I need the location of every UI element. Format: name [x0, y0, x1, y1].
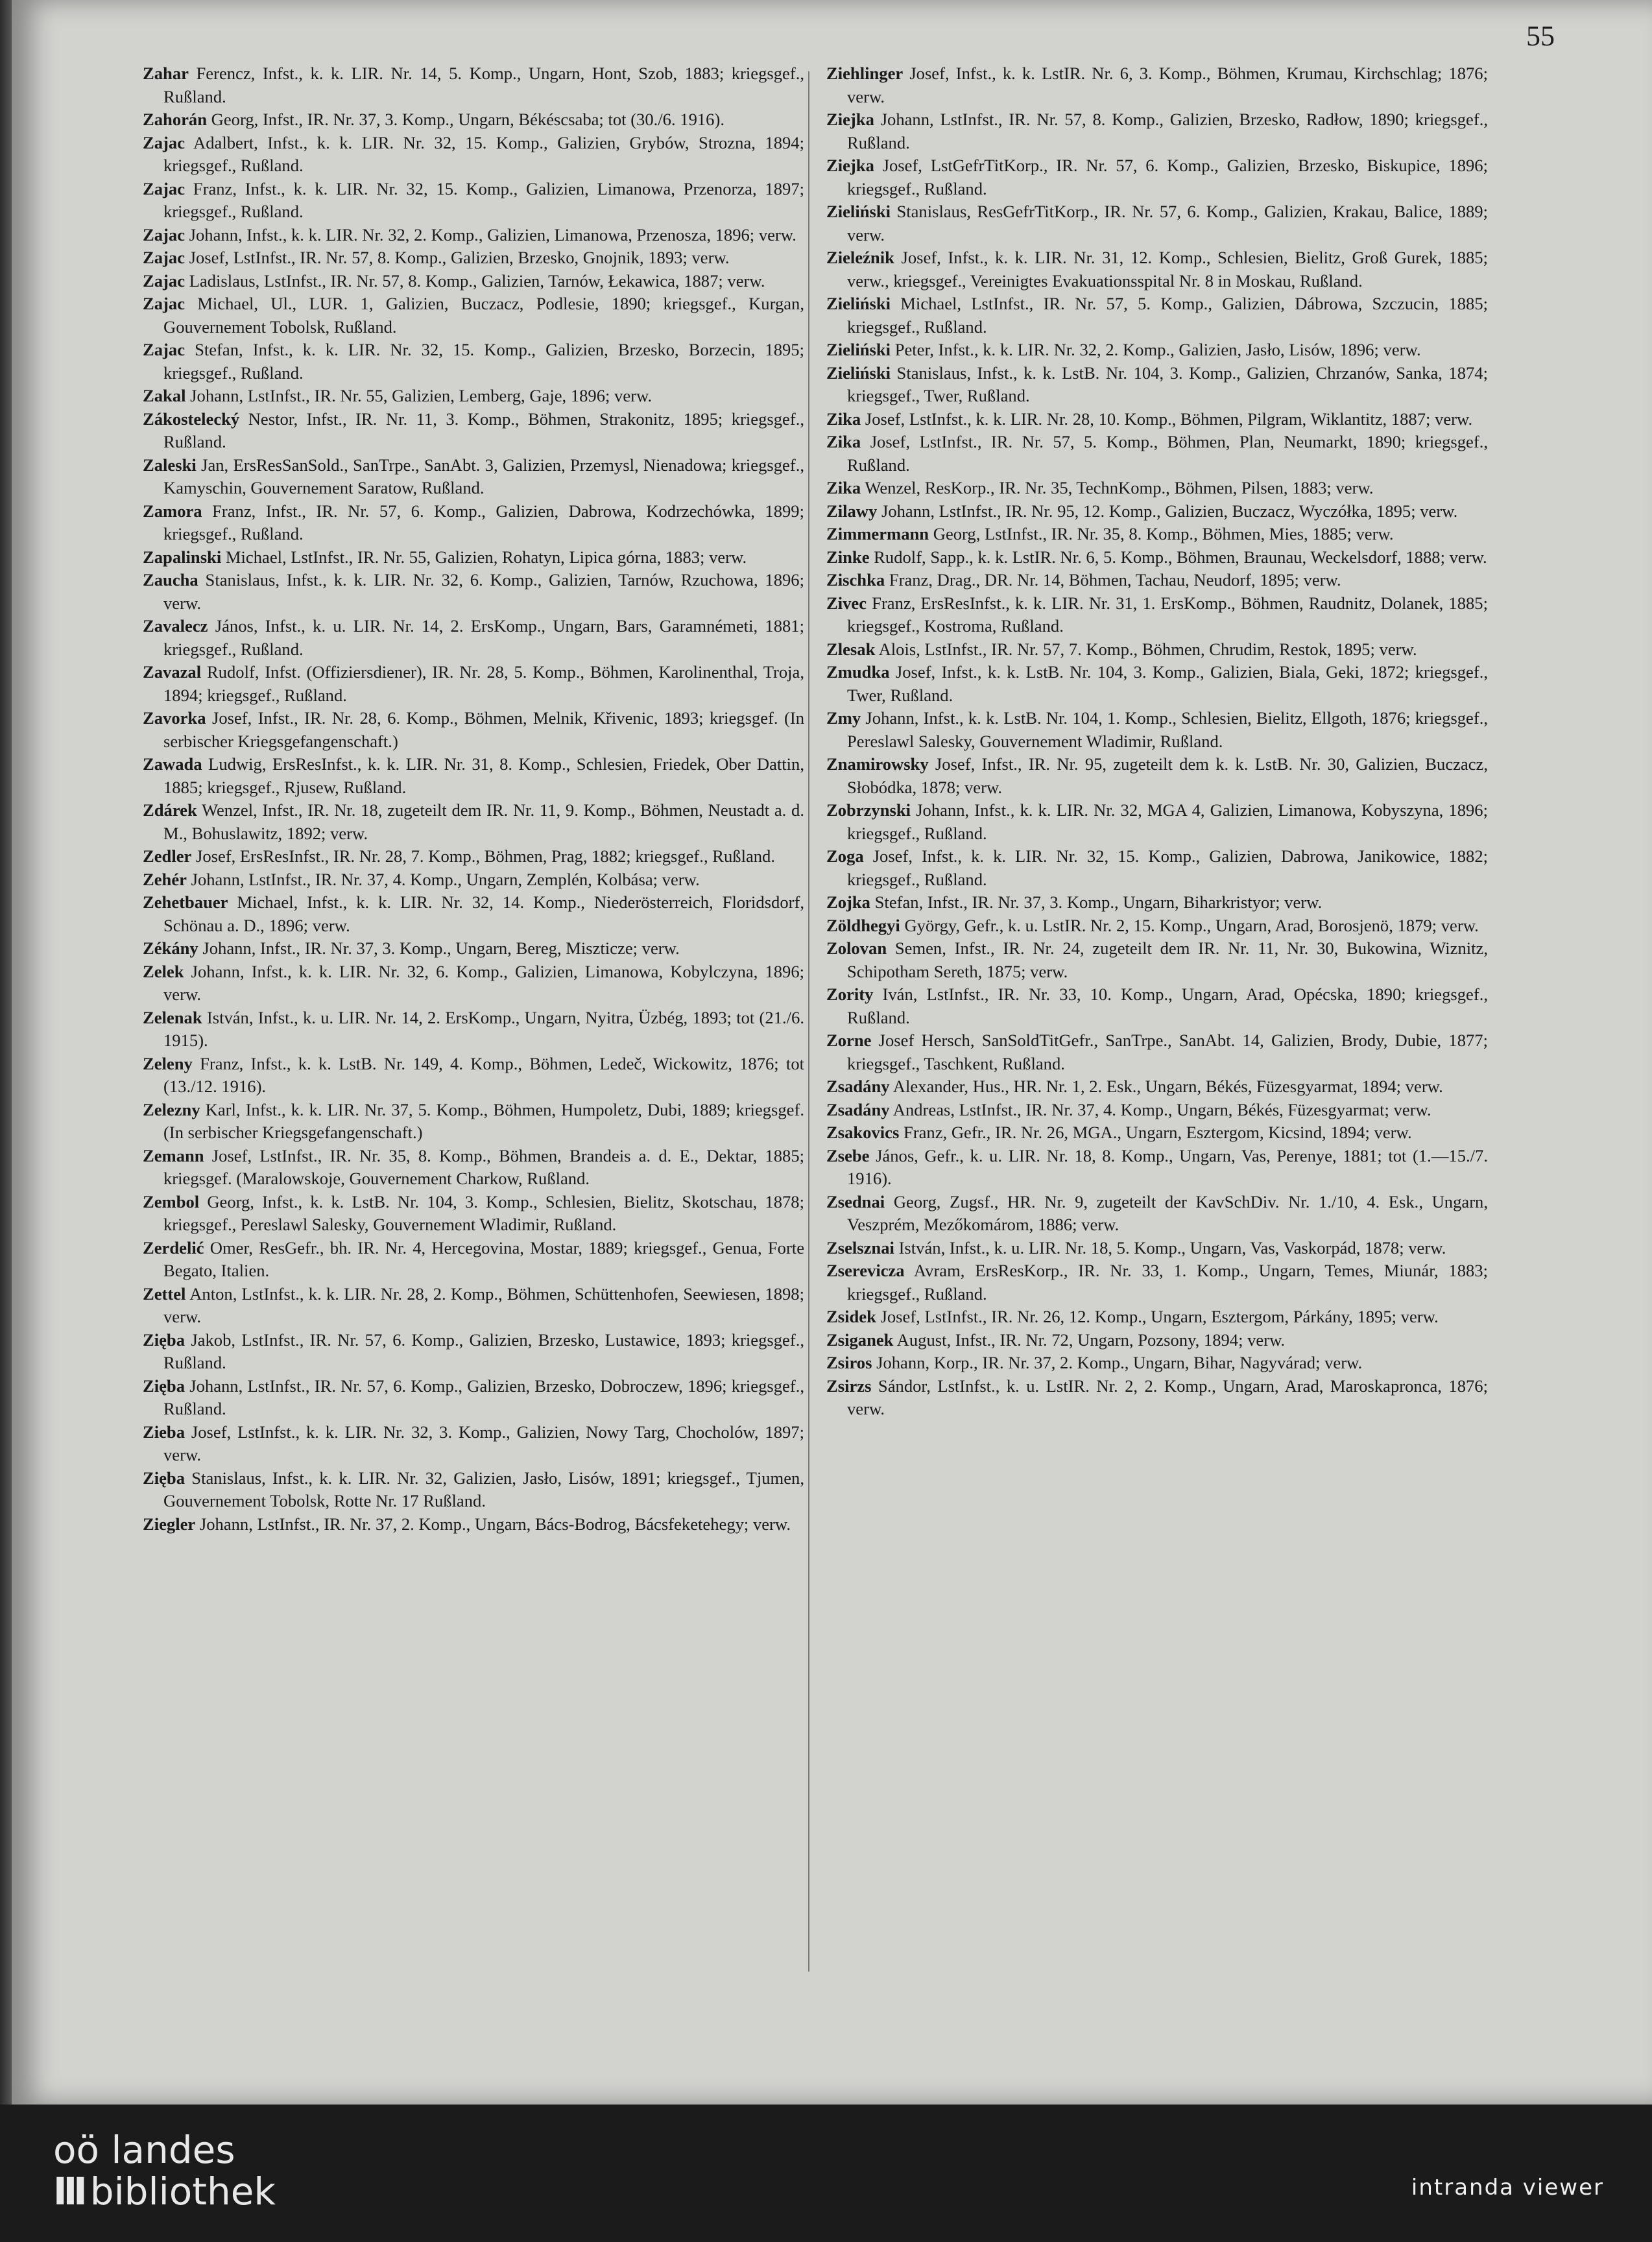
entry-surname: Zięba [143, 1376, 186, 1396]
entry-surname: Zieleźnik [826, 248, 894, 267]
list-item [143, 868, 804, 892]
list-item [826, 1121, 1488, 1145]
list-item [143, 408, 804, 454]
left-column [143, 62, 804, 2021]
entry-surname: Zsidek [826, 1307, 876, 1326]
entry-surname: Zdárek [143, 800, 197, 820]
entry-surname: Zsednai [826, 1191, 885, 1211]
entry-surname: Zékány [143, 938, 198, 958]
entry-details: Johann, Korp., IR. Nr. 37, 2. Komp., Ungarn, Bihar, Nagyvárad; verw. [876, 1353, 1363, 1372]
entry-details: Michael, LstInfst., IR. Nr. 55, Galizien, Rohatyn, Lipica górna, 1883; verw. [225, 547, 747, 567]
entry-details: Georg, Infst., k. k. LstB. Nr. 104, 3. Komp., Schlesien, Bielitz, Skotschau, 1878; kriegsgef., Pereslawl Salesky, Gouvernement Wladimir, Rußland. [163, 1191, 804, 1234]
entry-details: Georg, LstInfst., IR. Nr. 35, 8. Komp., Böhmen, Mies, 1885; verw. [933, 524, 1394, 543]
logo-line-2: bibliothek [90, 2169, 276, 2213]
entry-surname: Zojka [826, 892, 870, 912]
entry-surname: Zika [826, 478, 861, 497]
list-item [826, 108, 1488, 154]
entry-details: Anton, LstInfst., k. k. LIR. Nr. 28, 2. Komp., Böhmen, Schüttenhofen, Seewiesen, 1898; verw. [163, 1283, 804, 1326]
entry-details: Josef, LstInfst., IR. Nr. 26, 12. Komp., Ungarn, Esztergom, Párkány, 1895; verw. [880, 1307, 1439, 1326]
entry-surname: Zerdelić [143, 1237, 204, 1258]
list-item [143, 1421, 804, 1467]
entry-surname: Zorne [826, 1031, 872, 1050]
list-item [143, 132, 804, 178]
list-item [826, 1306, 1488, 1329]
list-item [143, 937, 804, 960]
entry-surname: Zlesak [826, 639, 876, 659]
entry-details: Josef, LstInfst., k. k. LIR. Nr. 32, 3. Komp., Galizien, Nowy Targ, Chocholów, 1897; verw. [163, 1422, 804, 1464]
entry-surname: Zika [826, 432, 861, 451]
entry-surname: Ziehlinger [826, 64, 904, 83]
entry-details: Johann, Infst., k. k. LIR. Nr. 32, 6. Komp., Galizien, Limanowa, Kobylczyna, 1896; verw. [163, 961, 804, 1004]
list-item [143, 546, 804, 569]
entry-details: Stanislaus, Infst., k. k. LIR. Nr. 32, 6. Komp., Galizien, Tarnów, Rzuchowa, 1896; verw. [163, 570, 804, 613]
logo-bars-icon: III [53, 2169, 84, 2213]
list-item [826, 1099, 1488, 1122]
entry-details: Josef, LstInfst., IR. Nr. 57, 5. Komp., Böhmen, Plan, Neumarkt, 1890; kriegsgef., Rußland. [847, 432, 1488, 475]
entry-surname: Zmudka [826, 662, 890, 682]
list-item [826, 569, 1488, 592]
list-item [826, 937, 1488, 983]
entry-details: Stanislaus, ResGefrTitKorp., IR. Nr. 57, 6. Komp., Galizien, Krakau, Balice, 1889; verw. [847, 202, 1488, 244]
entry-details: Adalbert, Infst., k. k. LIR. Nr. 32, 15. Komp., Galizien, Grybów, Strozna, 1894; kriegsgef., Rußland. [163, 132, 804, 175]
list-item [826, 62, 1488, 108]
entry-details: Andreas, LstInfst., IR. Nr. 37, 4. Komp., Ungarn, Békés, Füzesgyarmat; verw. [892, 1099, 1431, 1119]
list-item [143, 1099, 804, 1145]
entry-details: Johann, Infst., k. k. LIR. Nr. 32, 2. Komp., Galizien, Limanowa, Przenosza, 1896; verw. [189, 224, 796, 244]
entry-details: Josef, ErsResInfst., IR. Nr. 28, 7. Komp., Böhmen, Prag, 1882; kriegsgef., Rußland. [195, 846, 776, 866]
entry-details: János, Gefr., k. u. LIR. Nr. 18, 8. Komp., Ungarn, Vas, Perenye, 1881; tot (1.—15./7. 1916). [847, 1145, 1488, 1188]
list-item [826, 1029, 1488, 1075]
entry-surname: Zöldhegyi [826, 915, 900, 935]
list-item [143, 1191, 804, 1237]
list-item [143, 292, 804, 339]
list-item [826, 292, 1488, 339]
entry-details: Georg, Infst., IR. Nr. 37, 3. Komp., Ungarn, Békéscsaba; tot (30./6. 1916). [211, 110, 724, 129]
entry-details: Johann, LstInfst., IR. Nr. 37, 4. Komp., Ungarn, Zemplén, Kolbása; verw. [191, 869, 700, 889]
entry-details: Stanislaus, Infst., k. k. LIR. Nr. 32, Galizien, Jasło, Lisów, 1891; kriegsgef., Tjumen, Gouvernement Tobolsk, Rotte Nr. 17 Rußland. [163, 1468, 804, 1510]
entry-details: Rudolf, Sapp., k. k. LstIR. Nr. 6, 5. Komp., Böhmen, Braunau, Weckelsdorf, 1888; verw. [874, 547, 1487, 567]
list-item [143, 500, 804, 546]
entry-surname: Zajac [143, 294, 185, 313]
list-item [826, 661, 1488, 707]
list-item [143, 108, 804, 132]
entry-surname: Zawada [143, 754, 202, 774]
list-item [143, 799, 804, 845]
entry-details: Iván, LstInfst., IR. Nr. 33, 10. Komp., Ungarn, Arad, Opécska, 1890; kriegsgef., Rußland. [847, 984, 1488, 1027]
entry-details: Stefan, Infst., IR. Nr. 37, 3. Komp., Ungarn, Biharkristyor; verw. [874, 892, 1323, 912]
entry-details: Stefan, Infst., k. k. LIR. Nr. 32, 15. Komp., Galizien, Brzesko, Borzecin, 1895; kriegsgef., Rußland. [163, 340, 804, 383]
list-item [826, 500, 1488, 523]
entry-details: Michael, Infst., k. k. LIR. Nr. 32, 14. Komp., Niederösterreich, Floridsdorf, Schönau a. D., 1896; verw. [163, 892, 804, 935]
entry-surname: Zmy [826, 708, 861, 728]
entry-details: János, Infst., k. u. LIR. Nr. 14, 2. ErsKomp., Ungarn, Bars, Garamnémeti, 1881; kriegsgef., Rußland. [163, 616, 804, 659]
list-item [826, 592, 1488, 638]
logo-line-1: oö landes [53, 2128, 235, 2172]
entry-surname: Zsiganek [826, 1330, 894, 1350]
entry-surname: Zákostelecký [143, 409, 240, 429]
list-item [143, 1053, 804, 1099]
list-item [143, 270, 804, 293]
entry-surname: Zobrzynski [826, 800, 911, 820]
entry-surname: Zakal [143, 386, 186, 405]
entry-details: Franz, Drag., DR. Nr. 14, Böhmen, Tachau, Neudorf, 1895; verw. [889, 570, 1341, 590]
entry-details: Jakob, LstInfst., IR. Nr. 57, 6. Komp., Galizien, Brzesko, Lustawice, 1893; kriegsgef., Rußland. [163, 1330, 804, 1372]
entry-surname: Zajac [143, 224, 185, 244]
list-item [826, 546, 1488, 569]
entry-surname: Zahorán [143, 110, 208, 129]
entry-details: Georg, Zugsf., HR. Nr. 9, zugeteilt der KavSchDiv. Nr. 1./10, 4. Esk., Ungarn, Veszprém, Mezőkomárom, 1886; verw. [847, 1191, 1488, 1234]
page-number: 55 [1526, 20, 1555, 52]
entry-surname: Zembol [143, 1191, 200, 1211]
entry-details: György, Gefr., k. u. LstIR. Nr. 2, 15. Komp., Ungarn, Arad, Borosjenö, 1879; verw. [904, 915, 1479, 935]
viewer-footer [0, 2105, 1652, 2242]
list-item [143, 569, 804, 615]
entry-details: Johann, Infst., IR. Nr. 37, 3. Komp., Ungarn, Bereg, Miszticze; verw. [202, 938, 680, 958]
entry-surname: Zivec [826, 593, 867, 613]
entry-details: Omer, ResGefr., bh. IR. Nr. 4, Hercegovina, Mostar, 1889; kriegsgef., Genua, Forte Begato, Italien. [163, 1237, 804, 1280]
entry-surname: Zapalinski [143, 547, 222, 567]
entry-details: Josef, LstInfst., k. k. LIR. Nr. 28, 10. Komp., Böhmen, Pilgram, Wiklantitz, 1887; verw. [865, 409, 1473, 429]
entry-surname: Zolovan [826, 938, 887, 958]
entry-surname: Zieliński [826, 294, 891, 313]
entry-details: Sándor, LstInfst., k. u. LstIR. Nr. 2, 2. Komp., Ungarn, Arad, Maroskapronca, 1876; verw. [847, 1376, 1488, 1418]
entry-details: Franz, Infst., k. k. LstB. Nr. 149, 4. Komp., Böhmen, Ledeč, Wickowitz, 1876; tot (13./12. 1916). [163, 1053, 804, 1096]
entry-surname: Zavazal [143, 662, 202, 682]
entry-surname: Zavalecz [143, 616, 208, 636]
column-divider [808, 71, 809, 1972]
list-item [143, 1283, 804, 1329]
entry-details: Avram, ErsResKorp., IR. Nr. 33, 1. Komp., Ungarn, Temes, Miunár, 1883; kriegsgef., Rußland. [847, 1261, 1488, 1304]
list-item [143, 246, 804, 270]
list-item [143, 1145, 804, 1191]
entry-surname: Zieliński [826, 340, 891, 359]
entry-surname: Zajac [143, 248, 185, 267]
list-item [143, 178, 804, 224]
entry-details: Peter, Infst., k. k. LIR. Nr. 32, 2. Komp., Galizien, Jasło, Lisów, 1896; verw. [894, 340, 1421, 359]
entry-details: Rudolf, Infst. (Offiziersdiener), IR. Nr. 28, 5. Komp., Böhmen, Karolinenthal, Troja, 1894; kriegsgef., Rußland. [163, 662, 804, 705]
list-item [143, 661, 804, 707]
entry-details: Josef, Infst., k. k. LIR. Nr. 32, 15. Komp., Galizien, Dabrowa, Janikowice, 1882; kriegsgef., Rußland. [847, 846, 1488, 889]
entry-details: Wenzel, Infst., IR. Nr. 18, zugeteilt dem IR. Nr. 11, 9. Komp., Böhmen, Neustadt a. d. M., Bohuslawitz, 1892; verw. [163, 800, 804, 843]
entry-surname: Zettel [143, 1283, 186, 1304]
list-item [826, 477, 1488, 500]
entry-surname: Zserevicza [826, 1261, 905, 1280]
list-item [826, 408, 1488, 431]
entry-details: Johann, LstInfst., IR. Nr. 37, 2. Komp., Ungarn, Bács-Bodrog, Bácsfeketehegy; verw. [199, 1514, 791, 1534]
entry-surname: Zieliński [826, 202, 891, 221]
entry-surname: Zsiros [826, 1353, 872, 1372]
entry-details: Johann, Infst., k. k. LstB. Nr. 104, 1. Komp., Schlesien, Bielitz, Ellgoth, 1876; kriegsgef., Pereslawl Salesky, Gouvernement Wladimir, Rußland. [847, 708, 1488, 751]
entry-surname: Zselsznai [826, 1237, 894, 1258]
entry-details: Franz, Infst., k. k. LIR. Nr. 32, 15. Komp., Galizien, Limanowa, Przenorza, 1897; kriegsgef., Rußland. [163, 178, 804, 221]
list-item [826, 983, 1488, 1029]
entry-surname: Zelezny [143, 1099, 200, 1119]
entry-details: Alexander, Hus., HR. Nr. 1, 2. Esk., Ungarn, Békés, Füzesgyarmat, 1894; verw. [892, 1077, 1443, 1096]
entry-surname: Zority [826, 984, 874, 1004]
entry-surname: Zahar [143, 64, 189, 83]
entry-surname: Zsadány [826, 1099, 890, 1119]
entry-surname: Zeleny [143, 1053, 193, 1073]
list-item [826, 845, 1488, 891]
list-item [826, 339, 1488, 362]
list-item [143, 62, 804, 108]
list-item [143, 1375, 804, 1421]
entry-surname: Zsebe [826, 1145, 870, 1165]
entry-surname: Zajac [143, 270, 185, 291]
entry-surname: Zedler [143, 846, 192, 866]
entry-details: Josef, Infst., k. k. LstB. Nr. 104, 3. Komp., Galizien, Biala, Geki, 1872; kriegsgef., Twer, Rußland. [847, 662, 1488, 705]
entry-surname: Zieba [143, 1422, 186, 1442]
entry-surname: Zimmermann [826, 524, 929, 543]
entry-surname: Zoga [826, 846, 864, 866]
list-item [143, 385, 804, 408]
entry-surname: Zsakovics [826, 1123, 900, 1142]
list-item [143, 753, 804, 799]
entry-details: Josef, LstGefrTitKorp., IR. Nr. 57, 6. Komp., Galizien, Brzesko, Biskupice, 1896; kriegsgef., Rußland. [847, 156, 1488, 198]
entry-details: Josef, Infst., IR. Nr. 28, 6. Komp., Böhmen, Melnik, Křivenic, 1893; kriegsgef. (In serbischer Kriegsgefangenschaft.) [163, 708, 804, 751]
entry-surname: Zika [826, 409, 861, 429]
list-item [826, 638, 1488, 662]
entry-surname: Zieliński [826, 363, 891, 383]
entry-details: Josef, Infst., k. k. LstIR. Nr. 6, 3. Komp., Böhmen, Krumau, Kirchschlag; 1876; verw. [847, 64, 1488, 106]
entry-surname: Ziejka [826, 156, 874, 175]
entry-surname: Zilawy [826, 501, 878, 521]
entry-surname: Zajac [143, 178, 185, 198]
entry-details: Josef, LstInfst., IR. Nr. 57, 8. Komp., Galizien, Brzesko, Gnojnik, 1893; verw. [189, 248, 730, 267]
entry-details: Ladislaus, LstInfst., IR. Nr. 57, 8. Komp., Galizien, Tarnów, Łekawica, 1887; verw. [189, 270, 765, 291]
list-item [143, 1467, 804, 1513]
list-item [826, 1329, 1488, 1352]
list-item [143, 454, 804, 500]
entry-surname: Zaleski [143, 455, 197, 475]
entry-surname: Zsirzs [826, 1376, 872, 1396]
entry-details: Michael, Ul., LUR. 1, Galizien, Buczacz, Podlesie, 1890; kriegsgef., Kurgan, Gouvernement Tobolsk, Rußland. [163, 294, 804, 337]
library-logo[interactable] [53, 2129, 276, 2212]
list-item [826, 431, 1488, 477]
list-item [826, 1352, 1488, 1375]
entry-details: Jan, ErsResSanSold., SanTrpe., SanAbt. 3, Galizien, Przemysl, Nienadowa; kriegsgef., Kamyschin, Gouvernement Saratow, Rußland. [163, 455, 804, 497]
list-item [143, 707, 804, 753]
entry-surname: Zehér [143, 869, 187, 889]
entry-details: Franz, Gefr., IR. Nr. 26, MGA., Ungarn, Esztergom, Kicsind, 1894; verw. [903, 1123, 1412, 1142]
list-item [826, 1375, 1488, 1421]
entry-details: Wenzel, ResKorp., IR. Nr. 35, TechnKomp., Böhmen, Pilsen, 1883; verw. [865, 478, 1374, 497]
entry-surname: Zamora [143, 501, 202, 521]
list-item [143, 615, 804, 661]
entry-details: Franz, Infst., IR. Nr. 57, 6. Komp., Galizien, Dabrowa, Kodrzechówka, 1899; kriegsgef., Rußland. [163, 501, 804, 543]
entry-details: Johann, LstInfst., IR. Nr. 57, 6. Komp., Galizien, Brzesko, Dobroczew, 1896; kriegsgef., Rußland. [163, 1376, 804, 1418]
entry-details: Josef, Infst., k. k. LIR. Nr. 31, 12. Komp., Schlesien, Bielitz, Groß Gurek, 1885; verw., kriegsgef., Vereinigtes Evakuationsspital Nr. 8 in Moskau, Rußland. [847, 248, 1488, 291]
list-item [826, 753, 1488, 799]
list-item [826, 1191, 1488, 1237]
list-item [143, 891, 804, 937]
entry-surname: Zięba [143, 1330, 186, 1350]
entry-details: Johann, LstInfst., IR. Nr. 95, 12. Komp., Galizien, Buczacz, Wyczółka, 1895; verw. [881, 501, 1458, 521]
list-item [826, 1259, 1488, 1306]
entry-details: Josef Hersch, SanSoldTitGefr., SanTrpe., SanAbt. 14, Galizien, Brody, Dubie, 1877; kriegsgef., Taschkent, Rußland. [847, 1031, 1488, 1073]
entry-surname: Zajac [143, 340, 185, 359]
list-item [826, 246, 1488, 292]
entry-details: Johann, LstInfst., IR. Nr. 57, 8. Komp., Galizien, Brzesko, Radłow, 1890; kriegsgef., Rußland. [847, 110, 1488, 152]
entry-surname: Zelek [143, 961, 184, 981]
list-item [143, 960, 804, 1007]
list-item [826, 707, 1488, 753]
entry-surname: Zinke [826, 547, 870, 567]
entry-details: Johann, Infst., k. k. LIR. Nr. 32, MGA 4, Galizien, Limanowa, Kobyszyna, 1896; kriegsgef., Rußland. [847, 800, 1488, 843]
list-item [143, 1513, 804, 1536]
entry-surname: Zavorka [143, 708, 206, 728]
list-item [826, 1237, 1488, 1260]
list-item [143, 1329, 804, 1375]
entry-surname: Ziegler [143, 1514, 196, 1534]
entry-details: August, Infst., IR. Nr. 72, Ungarn, Pozsony, 1894; verw. [896, 1330, 1286, 1350]
entry-details: István, Infst., k. u. LIR. Nr. 14, 2. ErsKomp., Ungarn, Nyitra, Üzbég, 1893; tot (21./6. 1915). [163, 1007, 804, 1050]
entry-details: Ferencz, Infst., k. k. LIR. Nr. 14, 5. Komp., Ungarn, Hont, Szob, 1883; kriegsgef., Rußland. [163, 64, 804, 106]
entry-surname: Zaucha [143, 570, 198, 590]
entry-surname: Znamirowsky [826, 754, 929, 774]
list-item [826, 154, 1488, 200]
entry-details: Josef, LstInfst., IR. Nr. 35, 8. Komp., Böhmen, Brandeis a. d. E., Dektar, 1885; kriegsgef. (Maralowskoje, Gouvernement Charkow, Rußland. [163, 1145, 804, 1188]
entry-details: Ludwig, ErsResInfst., k. k. LIR. Nr. 31, 8. Komp., Schlesien, Friedek, Ober Dattin, 1885; kriegsgef., Rjusew, Rußland. [163, 754, 804, 797]
entry-details: István, Infst., k. u. LIR. Nr. 18, 5. Komp., Ungarn, Vas, Vaskorpád, 1878; verw. [898, 1237, 1446, 1258]
entry-details: Alois, LstInfst., IR. Nr. 57, 7. Komp., Böhmen, Chrudim, Restok, 1895; verw. [878, 639, 1417, 659]
list-item [826, 1075, 1488, 1099]
list-item [826, 799, 1488, 845]
entry-surname: Ziejka [826, 110, 874, 129]
list-item [826, 914, 1488, 938]
list-item [826, 891, 1488, 914]
entry-surname: Zischka [826, 570, 885, 590]
binding-edge [0, 0, 12, 2105]
entry-surname: Zsadány [826, 1077, 890, 1096]
entry-surname: Zemann [143, 1145, 204, 1165]
entry-details: Semen, Infst., IR. Nr. 24, zugeteilt dem IR. Nr. 11, Nr. 30, Bukowina, Wiznitz, Schipotham Sereth, 1875; verw. [847, 938, 1488, 981]
list-item [826, 362, 1488, 408]
entry-surname: Zięba [143, 1468, 186, 1488]
entry-details: Johann, LstInfst., IR. Nr. 55, Galizien, Lemberg, Gaje, 1896; verw. [190, 386, 652, 405]
list-item [143, 1007, 804, 1053]
list-item [143, 224, 804, 247]
entry-details: Josef, Infst., IR. Nr. 95, zugeteilt dem k. k. LstB. Nr. 30, Galizien, Buczacz, Słobódka, 1878; verw. [847, 754, 1488, 797]
entry-details: Stanislaus, Infst., k. k. LstB. Nr. 104, 3. Komp., Galizien, Chrzanów, Sanka, 1874; kriegsgef., Twer, Rußland. [847, 363, 1488, 405]
list-item [143, 339, 804, 385]
list-item [826, 523, 1488, 546]
entry-details: Karl, Infst., k. k. LIR. Nr. 37, 5. Komp., Böhmen, Humpoletz, Dubi, 1889; kriegsgef. (In serbischer Kriegsgefangenschaft.) [163, 1099, 804, 1142]
entry-surname: Zehetbauer [143, 892, 228, 912]
right-column [826, 62, 1488, 2021]
list-item [826, 1145, 1488, 1191]
viewer-label: intranda viewer [1411, 2175, 1604, 2200]
list-item [826, 200, 1488, 246]
entry-details: Franz, ErsResInfst., k. k. LIR. Nr. 31, 1. ErsKomp., Böhmen, Raudnitz, Dolanek, 1885; kriegsgef., Kostroma, Rußland. [847, 593, 1488, 636]
entry-details: Nestor, Infst., IR. Nr. 11, 3. Komp., Böhmen, Strakonitz, 1895; kriegsgef., Rußland. [163, 409, 804, 451]
entry-surname: Zajac [143, 132, 185, 152]
document-page [12, 0, 1652, 2105]
list-item [143, 1237, 804, 1283]
entry-surname: Zelenak [143, 1007, 202, 1027]
entry-details: Michael, LstInfst., IR. Nr. 57, 5. Komp., Galizien, Dábrowa, Szczucin, 1885; kriegsgef., Rußland. [847, 294, 1488, 337]
list-item [143, 845, 804, 868]
